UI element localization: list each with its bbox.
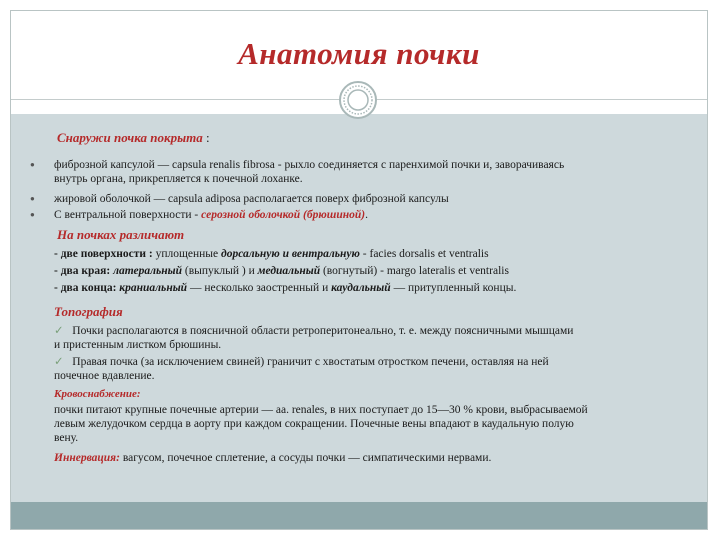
surfaces-label: - две поверхности :: [54, 248, 153, 260]
footer-band: [11, 502, 707, 529]
bullet-line: внутрь органа, прикрепляется к почечной лоханке.: [54, 173, 303, 185]
check-icon: ✓: [54, 356, 73, 368]
section-heading-topography: Топография: [54, 304, 123, 319]
ends-end: — притупленный концы.: [390, 282, 517, 294]
bullet-line: фиброзной капсулой — capsula renalis fibrosa - рыхло соединяется с паренхимой почки и, заворачиваясь: [54, 159, 565, 171]
topography-p2-line2: почечное вдавление.: [54, 370, 155, 382]
section-heading-cover: [57, 130, 210, 146]
edges-medial: медиальный: [257, 265, 321, 277]
ends-label: - два конца:: [54, 282, 120, 294]
blood-line: почки питают крупные почечные артерии — aa. renales, в них поступает до 15—30 % крови, выбрасываемой: [54, 404, 588, 416]
surfaces-terms: дорсальную и вентральную: [220, 248, 360, 260]
edges-line: [54, 264, 694, 278]
surfaces-latin: - facies dorsalis et ventralis: [359, 248, 489, 260]
serous-highlight: серозной оболочкой (брюшиной): [201, 209, 366, 221]
slide-title: Анатомия почки: [238, 36, 480, 71]
circle-ornament-icon: [338, 80, 378, 120]
edges-latin: (вогнутый) - margo lateralis et ventralis: [320, 265, 509, 277]
blood-line: левым желудочком сердца в аорту при каждом сокращении. Почечные вены впадают в каудальную полую: [54, 418, 574, 430]
blood-line: вену.: [54, 432, 79, 444]
ends-text: — несколько заостренный и: [187, 282, 332, 294]
edges-label: - два края:: [54, 265, 114, 277]
blood-supply-text: [54, 403, 683, 445]
topography-p2: [54, 355, 683, 383]
bullet-fat-capsule: жировой оболочкой — capsula adiposa располагается поверх фиброзной капсулы: [54, 193, 449, 205]
ends-line: [54, 281, 694, 295]
ends-cranial: краниальный: [119, 282, 188, 294]
bullet-icon: ●: [30, 194, 35, 203]
edges-lateral: латеральный: [113, 265, 183, 277]
topography-p1-line2: и пристенным листком брюшины.: [54, 339, 222, 351]
check-icon: ✓: [54, 325, 73, 337]
bullet-serous: [54, 208, 683, 222]
innervation-line: [54, 451, 694, 465]
bullet-icon: ●: [30, 210, 35, 219]
section-heading-distinguish: На почках различают: [57, 227, 185, 242]
topography-p2-line1: Правая почка (за исключением свиней) граничит с хвостатым отростком печени, оставляя на ней: [72, 356, 549, 368]
cover-heading-text: Снаружи почка покрыта: [57, 130, 203, 145]
innervation-text: вагусом, почечное сплетение, а сосуды почки — симпатическими нервами.: [119, 452, 492, 464]
cover-heading-suffix: :: [202, 130, 210, 145]
surfaces-text: уплощенные: [152, 248, 221, 260]
topography-p1: [54, 324, 683, 352]
edges-text: (выпуклый ) и: [182, 265, 258, 277]
topography-p1-line1: Почки располагаются в поясничной области ретроперитонеально, т. е. между поясничными мышцами: [72, 325, 574, 337]
serous-prefix: С вентральной поверхности -: [54, 209, 202, 221]
surfaces-line: [54, 247, 694, 261]
innervation-heading: Иннервация:: [54, 452, 120, 464]
blood-supply-heading: Кровоснабжение:: [54, 388, 141, 400]
serous-suffix: .: [365, 209, 368, 221]
ends-caudal: каудальный: [331, 282, 391, 294]
bullet-fibrous-capsule: [54, 158, 683, 186]
bullet-icon: ●: [30, 160, 35, 169]
